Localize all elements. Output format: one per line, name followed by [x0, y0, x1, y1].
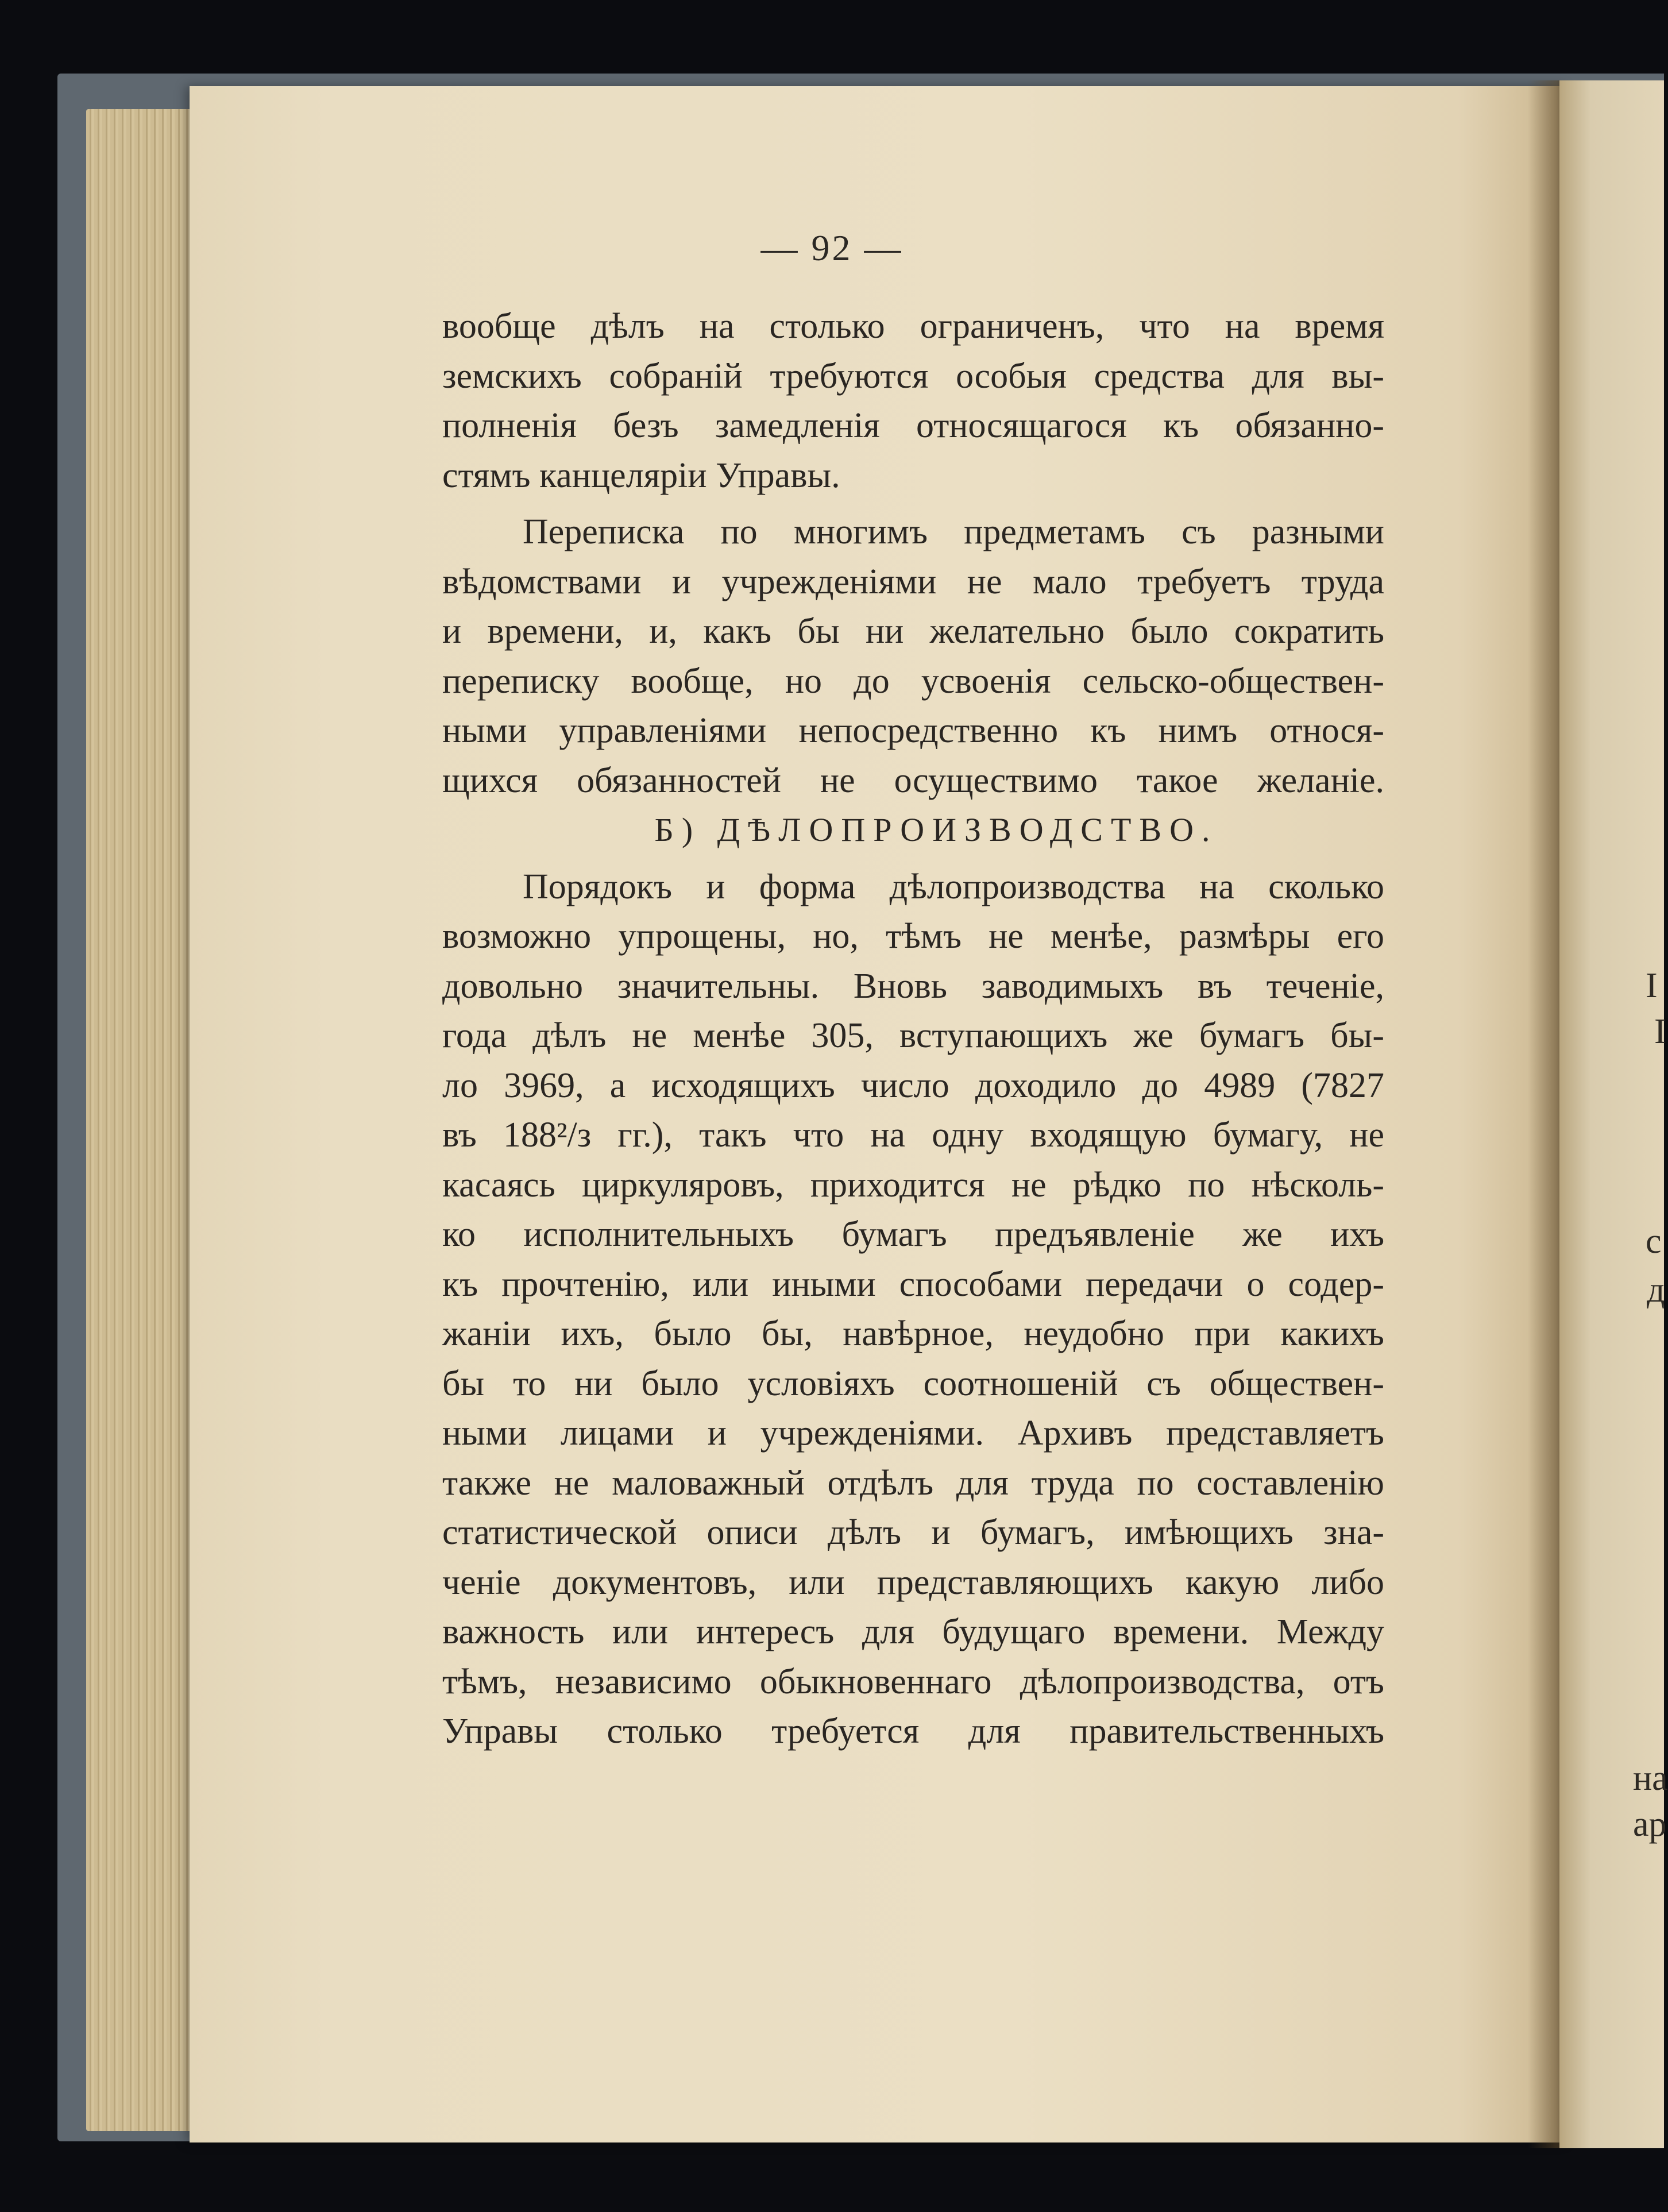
- paragraph: [442, 862, 1384, 1757]
- facing-page-char: I: [1654, 1012, 1666, 1051]
- text-line: земскихъ собраній требуются особыя средства для вы-: [442, 356, 1384, 396]
- text-line: Управы столько требуется для правительственныхъ: [442, 1712, 1384, 1751]
- section-heading: Б) ДѢЛОПРОИЗВОДСТВО.: [654, 811, 1218, 848]
- text-line: переписку вообще, но до усвоенія сельско-обществен-: [442, 661, 1384, 701]
- page-number: — 92 —: [760, 227, 904, 268]
- text-line: и времени, и, какъ бы ни желательно было сократить: [442, 612, 1384, 651]
- text-line: ко исполнительныхъ бумагъ предъявленіе же ихъ: [442, 1215, 1384, 1254]
- text-line: возможно упрощены, но, тѣмъ не менѣе, размѣры его: [442, 917, 1384, 956]
- text-line: Переписка по многимъ предметамъ съ разными: [523, 512, 1384, 551]
- facing-page-char: ap: [1633, 1805, 1667, 1844]
- page-text: [442, 302, 1384, 1757]
- facing-page-char: I: [1646, 966, 1658, 1005]
- text-line: Порядокъ и форма дѣлопроизводства на сколько: [523, 867, 1384, 906]
- text-line: ными управленіями непосредственно къ нимъ относя-: [442, 711, 1384, 750]
- text-line: къ прочтенію, или иными способами передачи о содер-: [442, 1264, 1384, 1304]
- text-line: ло 3969, а исходящихъ число доходило до 4989 (7827: [442, 1066, 1384, 1105]
- text-line: важность или интересъ для будущаго времени. Между: [442, 1612, 1384, 1651]
- text-line: въ 188²/з гг.), такъ что на одну входящую бумагу, не: [442, 1115, 1384, 1155]
- text-line: стямъ канцеляріи Управы.: [442, 455, 840, 495]
- facing-page-char: c: [1646, 1222, 1662, 1261]
- facing-page-char: д: [1647, 1271, 1665, 1310]
- paragraph: [442, 302, 1384, 500]
- text-line: бы то ни было условіяхъ соотношеній съ обществен-: [442, 1364, 1384, 1403]
- text-line: полненія безъ замедленія относящагося къ обязанно-: [442, 406, 1384, 445]
- text-line: вѣдомствами и учрежденіями не мало требуетъ труда: [442, 562, 1384, 601]
- text-line: вообще дѣлъ на столько ограниченъ, что на время: [442, 307, 1384, 346]
- text-line: тѣмъ, независимо обыкновеннаго дѣлопроизводства, отъ: [442, 1662, 1384, 1701]
- text-line: ченіе документовъ, или представляющихъ какую либо: [442, 1562, 1384, 1602]
- text-line: года дѣлъ не менѣе 305, вступающихъ же бумагъ бы-: [442, 1016, 1384, 1055]
- text-line: щихся обязанностей не осуществимо такое желаніе.: [442, 761, 1384, 800]
- paragraph: [442, 507, 1384, 805]
- facing-page-char: на: [1633, 1759, 1668, 1798]
- text-line: также не маловажный отдѣлъ для труда по составленію: [442, 1463, 1384, 1503]
- text-line: жаніи ихъ, было бы, навѣрное, неудобно при какихъ: [442, 1314, 1384, 1353]
- text-line: ными лицами и учрежденіями. Архивъ представляетъ: [442, 1414, 1384, 1453]
- text-line: статистической описи дѣлъ и бумагъ, имѣющихъ зна-: [442, 1513, 1384, 1552]
- text-line: довольно значительны. Вновь заводимыхъ въ теченіе,: [442, 966, 1384, 1006]
- facing-page: [1559, 80, 1668, 2148]
- text-line: касаясь циркуляровъ, приходится не рѣдко по нѣсколь-: [442, 1165, 1384, 1205]
